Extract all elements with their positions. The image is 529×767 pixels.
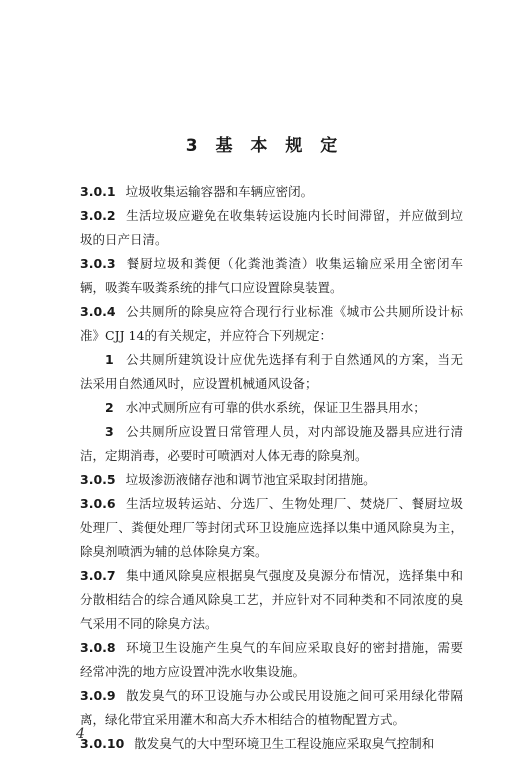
item-text: 水冲式厕所应有可靠的供水系统，保证卫生器具用水；	[125, 400, 426, 415]
clause-number: 3.0.5	[80, 472, 116, 487]
item-number: 3	[105, 424, 114, 439]
clause-3-0-5	[80, 468, 463, 492]
clause-3-0-4-item-3	[80, 420, 463, 468]
clause-text: 集中通风除臭应根据臭气强度及臭源分布情况，选择集中和分散相结合的综合通风除臭工艺，并应针对不同种类和不同浓度的臭气采用不同的除臭方法。	[80, 568, 463, 631]
item-text: 公共厕所建筑设计应优先选择有利于自然通风的方案，当无法采用自然通风时，应设置机械通风设备；	[80, 352, 463, 391]
clause-text: 生活垃圾应避免在收集转运设施内长时间滞留，并应做到垃圾的日产日清。	[80, 208, 463, 247]
clause-number: 3.0.10	[80, 736, 125, 751]
clause-text: 散发臭气的环卫设施与办公或民用设施之间可采用绿化带隔离，绿化带宜采用灌木和高大乔木相结合的植物配置方式。	[80, 688, 463, 727]
clause-3-0-4-item-1	[80, 348, 463, 396]
clause-text: 生活垃圾转运站、分选厂、生物处理厂、焚烧厂、餐厨垃圾处理厂、粪便处理厂等封闭式环卫设施应选择以集中通风除臭为主，除臭剂喷洒为辅的总体除臭方案。	[80, 496, 463, 559]
clause-3-0-4-item-2	[80, 396, 463, 420]
clause-number: 3.0.1	[80, 184, 116, 199]
clause-3-0-8	[80, 636, 463, 684]
clause-3-0-3	[80, 252, 463, 300]
clause-number: 3.0.8	[80, 640, 116, 655]
clause-number: 3.0.2	[80, 208, 116, 223]
clause-list	[80, 180, 463, 756]
clause-text: 公共厕所的除臭应符合现行行业标准《城市公共厕所设计标准》CJJ 14的有关规定，并应符合下列规定：	[80, 304, 463, 343]
clause-3-0-10	[80, 732, 463, 756]
clause-3-0-6	[80, 492, 463, 564]
clause-3-0-4	[80, 300, 463, 348]
clause-number: 3.0.4	[80, 304, 116, 319]
item-text: 公共厕所应设置日常管理人员，对内部设施及器具应进行清洁，定期消毒，必要时可喷洒对人体无毒的除臭剂。	[80, 424, 463, 463]
clause-number: 3.0.3	[80, 256, 116, 271]
clause-text: 环境卫生设施产生臭气的车间应采取良好的密封措施，需要经常冲洗的地方应设置冲洗水收集设施。	[80, 640, 463, 679]
clause-3-0-7	[80, 564, 463, 636]
clause-3-0-9	[80, 684, 463, 732]
clause-number: 3.0.9	[80, 688, 116, 703]
clause-3-0-1	[80, 180, 463, 204]
page-number: 4	[76, 726, 85, 742]
chapter-title: 3 基 本 规 定	[185, 136, 344, 156]
clause-text: 餐厨垃圾和粪便（化粪池粪渣）收集运输应采用全密闭车辆，吸粪车吸粪系统的排气口应设置除臭装置。	[80, 256, 463, 295]
clause-text: 垃圾收集运输容器和车辆应密闭。	[125, 184, 314, 199]
clause-3-0-2	[80, 204, 463, 252]
clause-text: 散发臭气的大中型环境卫生工程设施应采取臭气控制和	[134, 736, 435, 751]
item-number: 2	[105, 400, 114, 415]
clause-text: 垃圾渗沥液储存池和调节池宜采取封闭措施。	[125, 472, 376, 487]
clause-number: 3.0.7	[80, 568, 116, 583]
item-number: 1	[105, 352, 114, 367]
clause-number: 3.0.6	[80, 496, 116, 511]
